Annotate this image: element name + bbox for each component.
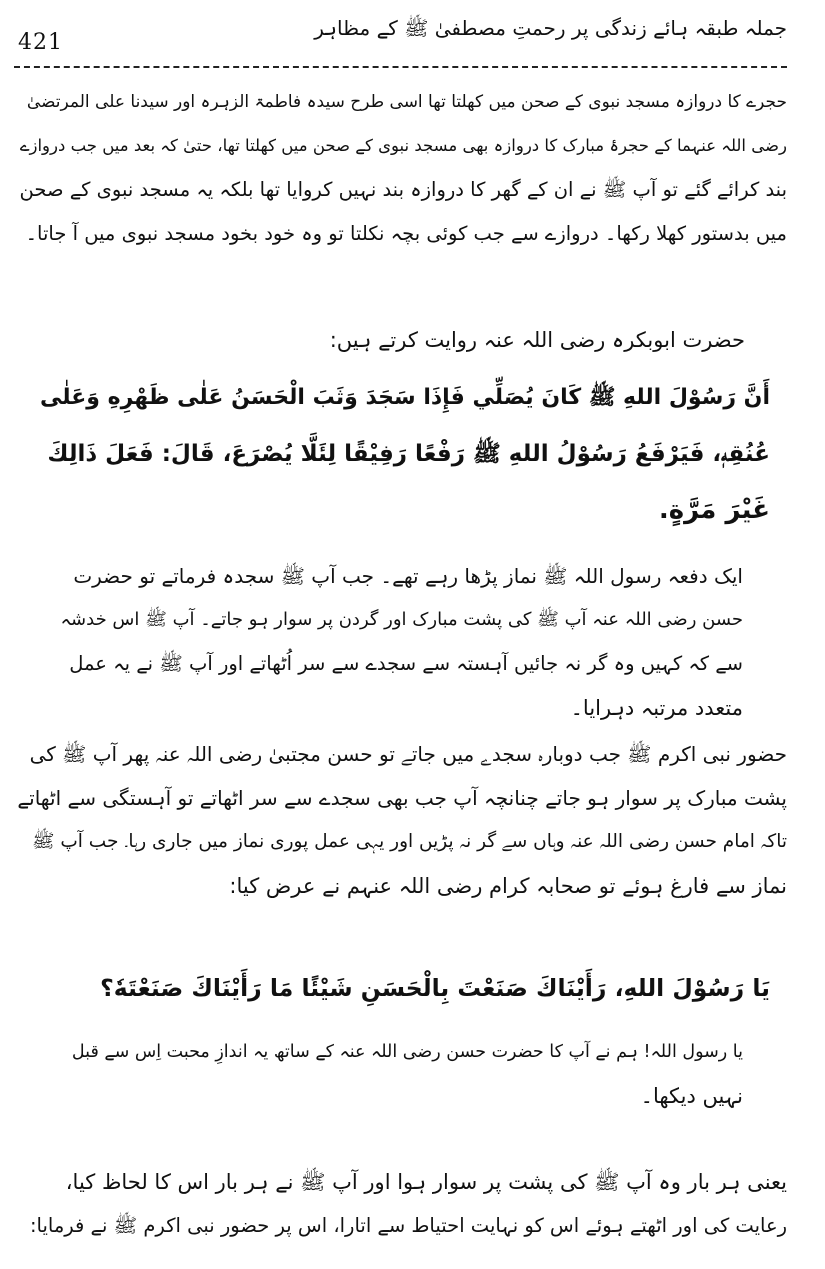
paragraph-line: حضور نبی اکرم ﷺ جب دوبارہ سجدے میں جاتے تو حسن مجتبیٰ رضی اللہ عنہ پھر آپ ﷺ کی — [29, 742, 787, 766]
running-header-title: جملہ طبقہ ہائے زندگی پر رحمتِ مصطفیٰ ﷺ کے مظاہر — [314, 16, 787, 40]
paragraph-line: یعنی ہر بار وہ آپ ﷺ کی پشت پر سوار ہوا اور آپ ﷺ نے ہر بار اس کا لحاظ کیا، — [65, 1170, 787, 1194]
paragraph-line: پشت مبارک پر سوار ہو جاتے چنانچہ آپ جب بھی سجدے سے سر اٹھاتے تو آہستگی سے اٹھاتے — [17, 786, 787, 810]
narrator-text: حضرت ابوبکرہ رضی اللہ عنہ روایت کرتے ہیں: — [329, 328, 745, 352]
header-divider — [14, 66, 787, 68]
translation-line: نہیں دیکھا۔ — [640, 1084, 743, 1108]
arabic-hadith-2 — [90, 960, 770, 1016]
arabic-line: عُنُقِهٖ، فَيَرْفَعُ رَسُوْلُ اللهِ ﷺ رَفْعًا رَفِيْقًا لِئَلَّا يُصْرَعَ، قَالَ: فَعَلَ ذَالِكَ — [47, 441, 770, 467]
translation-2 — [60, 1030, 743, 1118]
translation-line: حسن رضی اللہ عنہ آپ ﷺ کی پشت مبارک اور گردن پر سوار ہو جاتے۔ آپ ﷺ اس خدشہ — [60, 609, 743, 630]
translation-1 — [60, 554, 743, 730]
arabic-line: أَنَّ رَسُوْلَ اللهِ ﷺ كَانَ يُصَلِّي فَإِذَا سَجَدَ وَثَبَ الْحَسَنُ عَلٰى ظَهْرِهِ وَعَلٰى — [40, 385, 770, 410]
translation-line: ایک دفعہ رسول اللہ ﷺ نماز پڑھا رہے تھے۔ جب آپ ﷺ سجدہ فرماتے تو حضرت — [73, 564, 743, 588]
paragraph-line: بند کرائے گئے تو آپ ﷺ نے ان کے گھر کا دروازہ بند نہیں کروایا تھا بلکہ یہ مسجد نبوی کے صحن — [19, 178, 787, 201]
paragraph-line: رعایت کی اور اٹھتے ہوئے اس کو نہایت احتیاط سے اتارا، اس پر حضور نبی اکرم ﷺ نے فرمایا: — [29, 1214, 787, 1237]
translation-line: سے کہ کہیں وہ گر نہ جائیں آہستہ سے سجدے سے سر اُٹھاتے اور آپ ﷺ نے یہ عمل — [69, 652, 743, 675]
arabic-line: يَا رَسُوْلَ اللهِ، رَأَيْنَاكَ صَنَعْتَ بِالْحَسَنِ شَيْئًا مَا رَأَيْنَاكَ صَنَعْتَهٗ؟ — [100, 974, 770, 1002]
paragraph-2 — [14, 732, 787, 908]
paragraph-3 — [14, 1160, 787, 1248]
paragraph-line: حجرے کا دروازہ مسجد نبوی کے صحن میں کھلتا تھا اسی طرح سیدہ فاطمۃ الزہرہ اور سیدنا علی المرتضیٰ — [26, 92, 787, 112]
paragraph-1 — [14, 80, 787, 256]
arabic-hadith-1 — [40, 370, 770, 538]
paragraph-line: تاکہ امام حسن رضی اللہ عنہ وہاں سے گر نہ پڑیں اور یہی عمل پوری نماز میں جاری رہا۔ جب آپ ﷺ — [32, 831, 787, 852]
arabic-line: غَيْرَ مَرَّةٍ. — [658, 495, 770, 525]
narrator-line — [300, 318, 745, 362]
translation-line: یا رسول اللہ! ہم نے آپ کا حضرت حسن رضی اللہ عنہ کے ساتھ یہ اندازِ محبت اِس سے قبل — [71, 1042, 743, 1062]
paragraph-line: رضی اللہ عنہما کے حجرۂ مبارک کا دروازہ بھی مسجد نبوی کے صحن میں کھلتا تھا، حتیٰ کہ بعد میں جب دروازے — [19, 136, 787, 155]
paragraph-line: نماز سے فارغ ہوئے تو صحابہ کرام رضی اللہ عنہم نے عرض کیا: — [229, 874, 787, 898]
page-number: 421 — [18, 30, 63, 55]
paragraph-line: میں بدستور کھلا رکھا۔ دروازے سے جب کوئی بچہ نکلتا تو وہ خود بخود مسجد نبوی میں آ جاتا۔ — [25, 222, 787, 245]
translation-line: متعدد مرتبہ دہرایا۔ — [570, 696, 743, 720]
